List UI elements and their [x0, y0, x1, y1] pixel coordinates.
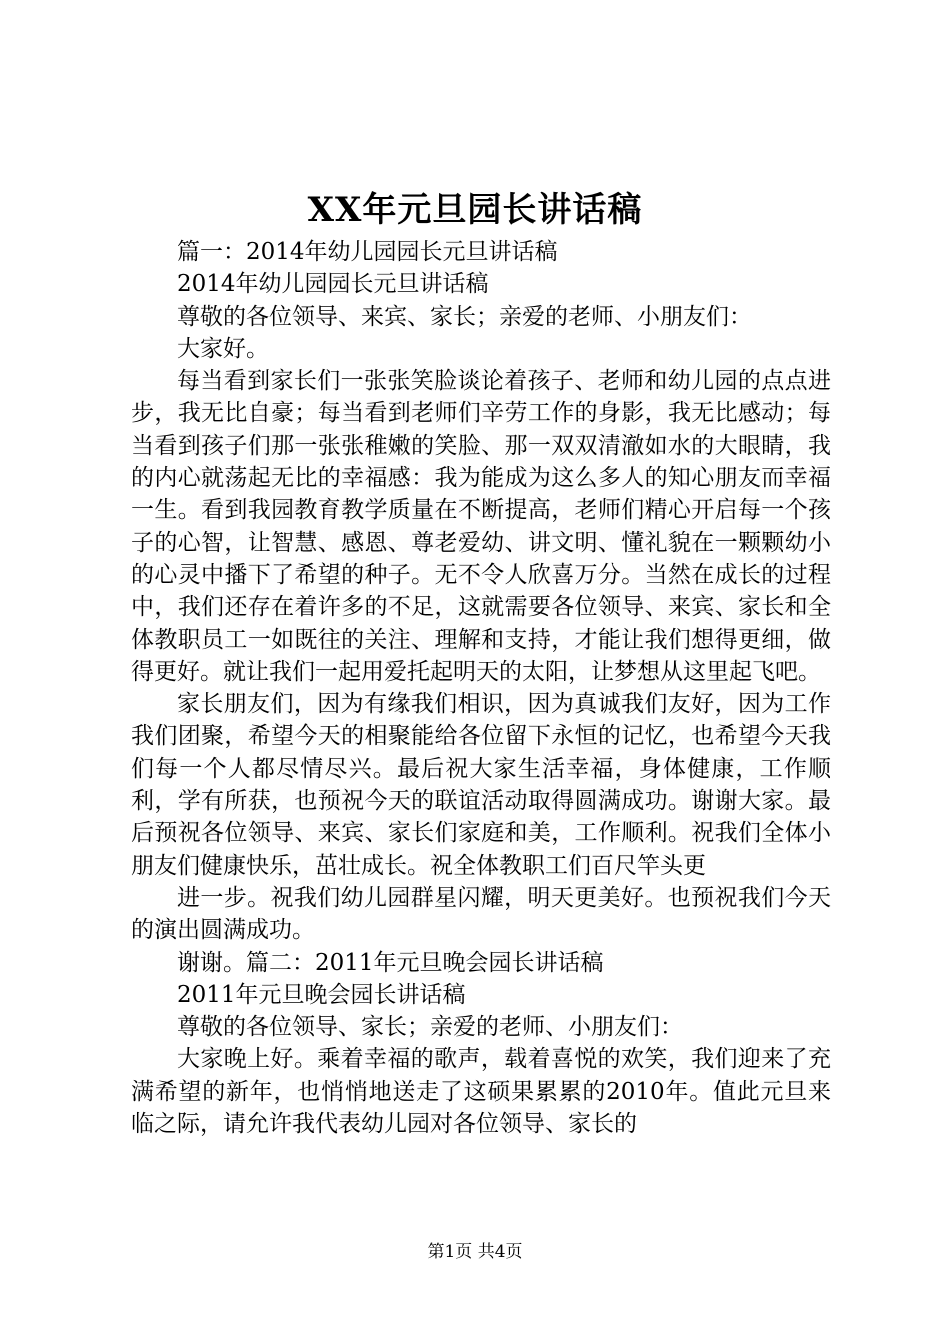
paragraph: 尊敬的各位领导、来宾、家长；亲爱的老师、小朋友们： — [177, 303, 752, 330]
paragraph: 2014年幼儿园园长元旦讲话稿 — [177, 271, 489, 298]
page-footer: 第1页 共4页 — [427, 1242, 523, 1262]
paragraph: 大家好。 — [177, 335, 269, 362]
paragraph: 进一步。祝我们幼儿园群星闪耀，明天更美好。也预祝我们今天的演出圆满成功。 — [131, 884, 831, 944]
paragraph: 家长朋友们，因为有缘我们相识，因为真诚我们友好，因为工作我们团聚，希望今天的相聚能给各位留下永恒的记忆，也希望今天我们每一个人都尽情尽兴。最后祝大家生活幸福，身体健康，工作顺利，学有所获，也预祝今天的联谊活动取得圆满成功。谢谢大家。最后预祝各位领导、来宾、家长们家庭和美，工作顺利。祝我们全体小朋友们健康快乐，茁壮成长。祝全体教职工们百尺竿头更 — [131, 691, 831, 879]
paragraph: 大家晚上好。乘着幸福的歌声，载着喜悦的欢笑，我们迎来了充满希望的新年，也悄悄地送走了这硕果累累的2010年。值此元旦来临之际，请允许我代表幼儿园对各位领导、家长的 — [131, 1046, 831, 1138]
paragraph: 谢谢。篇二：2011年元旦晚会园长讲话稿 — [177, 949, 604, 976]
document-body — [131, 236, 831, 1140]
paragraph: 篇一：2014年幼儿园园长元旦讲话稿 — [177, 239, 558, 265]
document-title: XX年元旦园长讲话稿 — [307, 190, 643, 230]
paragraph: 尊敬的各位领导、家长；亲爱的老师、小朋友们： — [177, 1014, 683, 1041]
paragraph: 每当看到家长们一张张笑脸谈论着孩子、老师和幼儿园的点点进步，我无比自豪；每当看到老师们辛劳工作的身影，我无比感动；每当看到孩子们那一张张稚嫩的笑脸、那一双双清澈如水的大眼睛，我的内心就荡起无比的幸福感：我为能成为这么多人的知心朋友而幸福一生。看到我园教育教学质量在不断提高，老师们精心开启每一个孩子的心智，让智慧、感恩、尊老爱幼、讲文明、懂礼貌在一颗颗幼小的心灵中播下了希望的种子。无不令人欣喜万分。当然在成长的过程中，我们还存在着许多的不足，这就需要各位领导、来宾、家长和全体教职员工一如既往的关注、理解和支持，才能让我们想得更细，做得更好。就让我们一起用爱托起明天的太阳，让梦想从这里起飞吧。 — [131, 368, 831, 685]
paragraph: 2011年元旦晚会园长讲话稿 — [177, 981, 466, 1008]
